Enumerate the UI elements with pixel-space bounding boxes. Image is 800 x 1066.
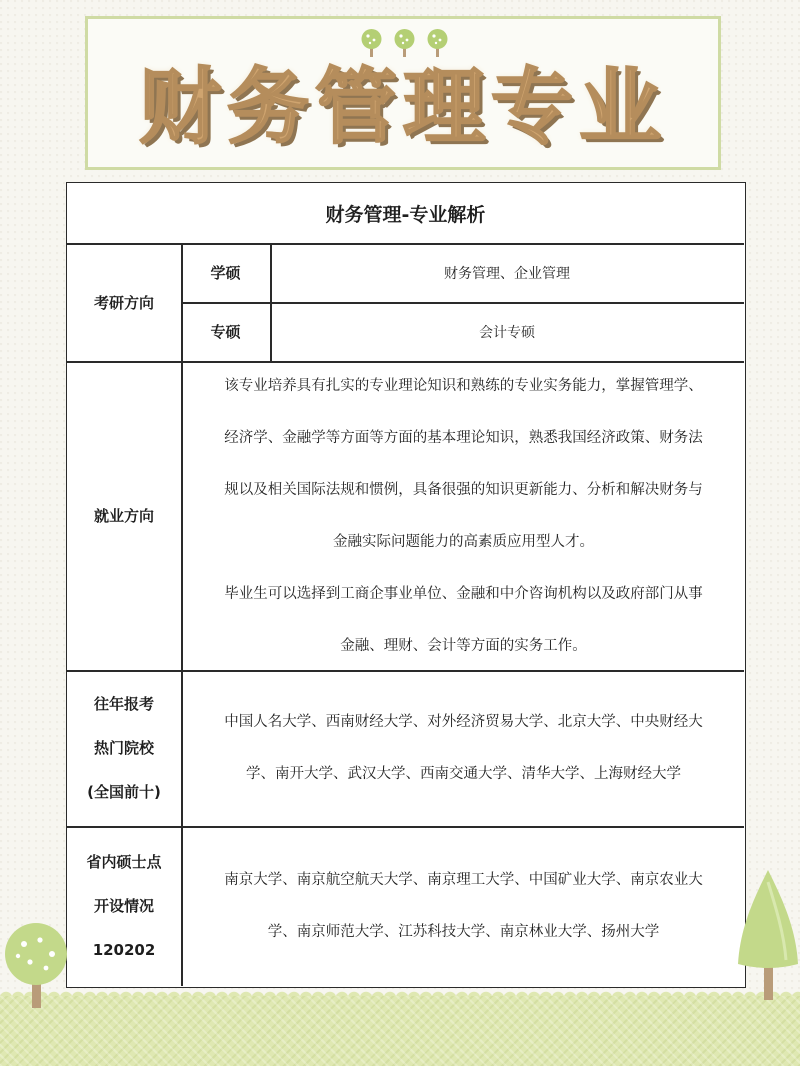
- academic-degree-label: 学硕: [210, 264, 241, 282]
- employment-line: 金融实际问题能力的高素质应用型人才。: [333, 533, 594, 550]
- province-schools-label-line: 开设情况: [93, 897, 154, 915]
- popular-schools-line: 中国人名大学、西南财经大学、对外经济贸易大学、北京大学、中央财经大: [224, 714, 703, 730]
- employment-line: 规以及相关国际法规和惯例，具备很强的知识更新能力、分析和解决财务与: [224, 481, 703, 498]
- province-schools-label-line: 省内硕士点: [86, 853, 162, 871]
- table-heading: 财务管理-专业解析: [325, 203, 486, 226]
- popular-schools-label-line: (全国前十): [87, 783, 161, 801]
- professional-degree-label: 专硕: [210, 323, 241, 341]
- round-tree-icon: [2, 918, 88, 1008]
- grass-ground: [0, 996, 800, 1066]
- major-analysis-table: [66, 182, 746, 988]
- province-schools-line: 南京大学、南京航空航天大学、南京理工大学、中国矿业大学、南京农业大: [224, 872, 703, 888]
- title-banner: [85, 16, 721, 170]
- employment-line: 经济学、金融学等方面等方面的基本理论知识，熟悉我国经济政策、财务法: [224, 429, 703, 446]
- employment-line: 该专业培养具有扎实的专业理论知识和熟练的专业实务能力，掌握管理学、: [224, 377, 703, 394]
- employment-line: 毕业生可以选择到工商企事业单位、金融和中介咨询机构以及政府部门从事: [224, 585, 703, 602]
- popular-schools-line: 学、南开大学、武汉大学、西南交通大学、清华大学、上海财经大学: [246, 766, 681, 782]
- employment-direction-label: 就业方向: [93, 507, 154, 525]
- page-title: 财务管理专业: [138, 60, 667, 155]
- province-schools-label-line: 120202: [92, 941, 156, 959]
- popular-schools-label: [67, 670, 181, 826]
- academic-degree-value: 财务管理、企业管理: [444, 265, 570, 282]
- employment-line: 金融、理财、会计等方面的实务工作。: [340, 637, 587, 654]
- popular-schools-label-line: 热门院校: [93, 739, 154, 757]
- cone-tree-icon: [736, 868, 800, 1000]
- professional-degree-value: 会计专硕: [479, 324, 535, 341]
- province-schools-list: [183, 826, 744, 986]
- province-schools-line: 学、南京师范大学、江苏科技大学、南京林业大学、扬州大学: [267, 924, 660, 940]
- small-trees-decoration-icon: [358, 27, 454, 59]
- popular-schools-list: [183, 670, 744, 826]
- exam-direction-label: 考研方向: [93, 293, 154, 312]
- popular-schools-label-line: 往年报考: [93, 695, 154, 713]
- employment-description: [183, 361, 744, 670]
